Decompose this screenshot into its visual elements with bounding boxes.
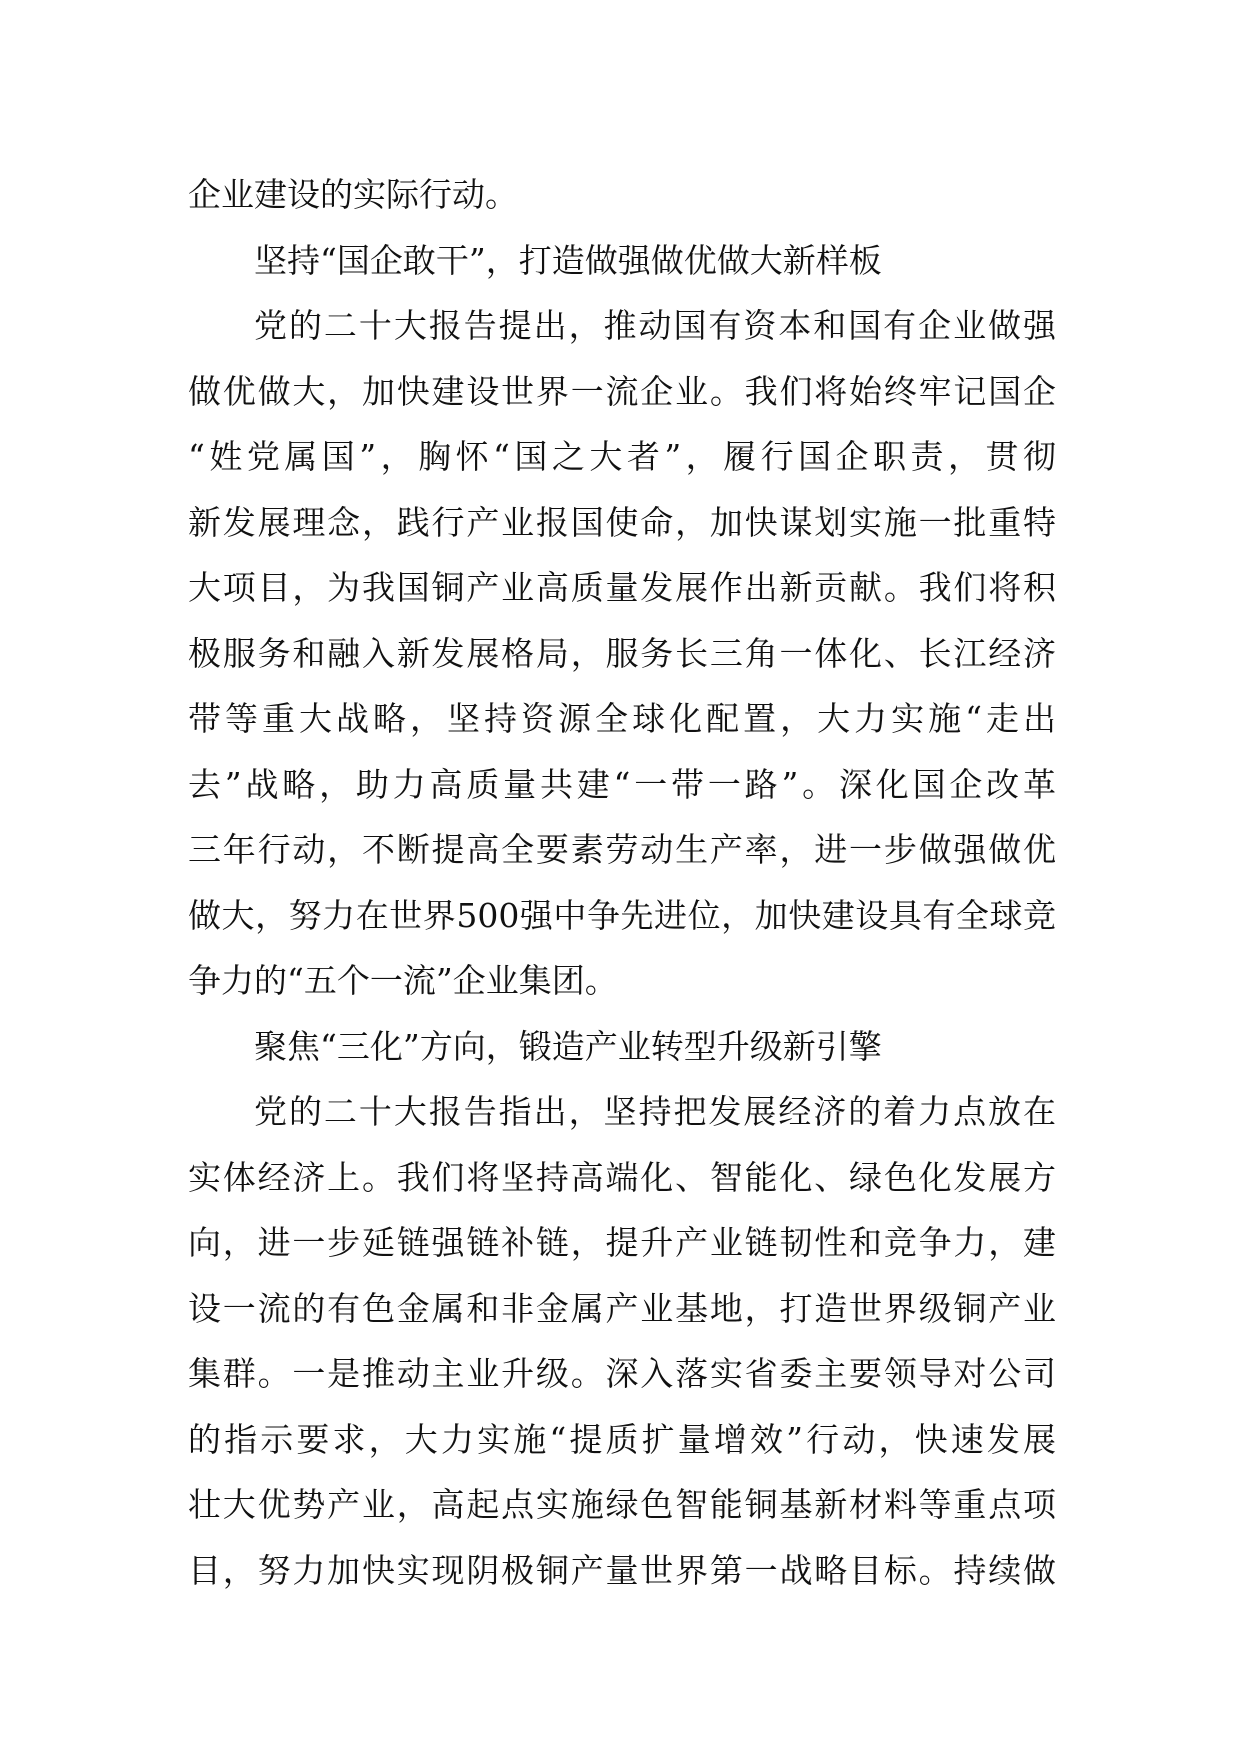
text-line: 新发展理念，践行产业报国使命，加快谋划实施一批重特 [188,502,1056,542]
text-line: 极服务和融入新发展格局，服务长三角一体化、长江经济 [188,633,1056,673]
text-line: “姓党属国”，胸怀“国之大者”，履行国企职责，贯彻 [188,437,1056,476]
text-line: 目，努力加快实现阴极铜产量世界第一战略目标。持续做 [188,1550,1056,1590]
text-line: 带等重大战略，坚持资源全球化配置，大力实施“走出 [188,699,1056,738]
text-line: 壮大优势产业，高起点实施绿色智能铜基新材料等重点项 [188,1485,1056,1524]
text-line: 的指示要求，大力实施“提质扩量增效”行动，快速发展 [188,1419,1056,1459]
text-line: 实体经济上。我们将坚持高端化、智能化、绿色化发展方 [188,1157,1056,1197]
text-line: 做优做大，加快建设世界一流企业。我们将始终牢记国企 [188,371,1056,411]
text-line: 争力的“五个一流”企业集团。 [188,961,618,1000]
paragraph-first-line: 党的二十大报告指出，坚持把发展经济的着力点放在 [254,1092,1056,1131]
text-line: 企业建设的实际行动。 [188,175,518,214]
document-body [188,162,1056,1603]
text-line: 大项目，为我国铜产业高质量发展作出新贡献。我们将积 [188,568,1056,607]
paragraph-first-line: 聚焦“三化”方向，锻造产业转型升级新引擎 [254,1026,882,1066]
text-line: 设一流的有色金属和非金属产业基地，打造世界级铜产业 [188,1288,1056,1328]
text-line: 向，进一步延链强链补链，提升产业链韧性和竞争力，建 [188,1223,1056,1262]
text-line: 去”战略，助力高质量共建“一带一路”。深化国企改革 [188,764,1056,804]
text-line: 三年行动，不断提高全要素劳动生产率，进一步做强做优 [188,830,1056,869]
text-line: 做大，努力在世界500强中争先进位，加快建设具有全球竞 [188,895,1056,935]
text-line: 集群。一是推动主业升级。深入落实省委主要领导对公司 [188,1354,1056,1393]
paragraph-first-line: 坚持“国企敢干”，打造做强做优做大新样板 [254,240,882,280]
paragraph-first-line: 党的二十大报告提出，推动国有资本和国有企业做强 [254,306,1056,345]
